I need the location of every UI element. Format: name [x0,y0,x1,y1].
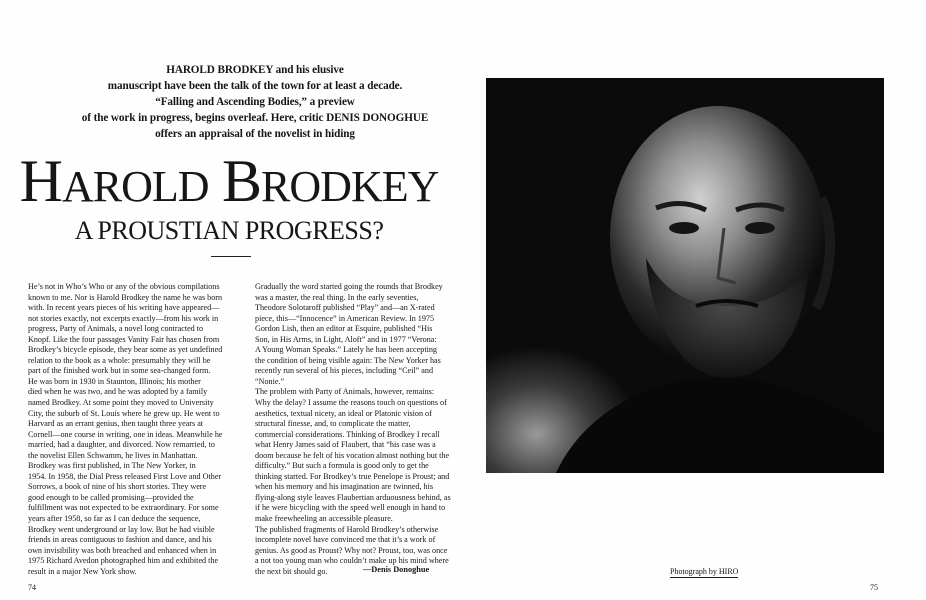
headline-word-arold: AROLD [61,162,209,211]
text-line: 1954. In 1958, the Dial Press released First Love and Other [28,471,222,481]
deck-line: manuscript have been the talk of the town for at least a decade. [107,80,403,92]
text-line: Sorrows, a book of nine of his short stories. They were [28,482,207,492]
text-line: structural finesse, and, to complicate the matter, [255,419,411,429]
text-line: doom because he felt of his vocation almost nothing but the [255,450,450,460]
text-line: known to me. Nor is Harold Brodkey the name he was born [28,292,223,302]
text-line: years after 1958, so far as I can deduce the sequence, [28,514,201,524]
text-line: named Brodkey. At some point they moved to University [28,398,214,408]
headline-initial-h: H [19,148,62,214]
page-number-right: 75 [870,583,878,592]
text-line: married, had a daughter, and divorced. Now remarried, to [28,440,215,450]
text-line: genius. As good as Proust? Why not? Proust, too, was once [255,545,448,555]
text-line: Brodkey’s bicycle episode, they bear some as yet undefined [28,345,223,355]
text-line: a not too young man who couldn’t make up his mind where [255,556,449,566]
text-line: with. In recent years pieces of his writing have appeared— [28,303,220,313]
text-line: progress, Party of Animals, a novel long contracted to [28,324,204,334]
byline-signature: —Denis Donoghue [363,565,430,574]
text-line: flying-along style leaves Flaubertian arduousness behind, as [255,492,451,502]
text-line: Cornell—one course in writing, one in ideas. Meanwhile he [28,429,223,439]
text-line: commercial considerations. Thinking of Brodkey I recall [255,429,440,439]
text-line: friends in areas contiguous to fashion and dance, and his [28,535,212,545]
page-number-left: 74 [28,583,36,592]
text-line: part of the finished work but in some sea-changed form. [28,366,211,376]
headline [0,150,458,218]
text-line: 1975 Richard Avedon photographed him and exhibited the [28,556,219,566]
text-line: Brodkey went underground or lay low. But he had visible [28,524,215,534]
text-line: “Nonie.” [255,376,285,386]
text-line: make freewheeling an accessible pleasure. [255,514,393,524]
text-line: City, the suburb of St. Louis where he grew up. He went to [28,408,220,418]
text-line: if he were bicycling with the speed well enough in hand to [255,503,446,513]
text-line: difficulty.” But such a formula is good only to get the [255,461,429,471]
text-line: own invisibility was both breached and enhanced when in [28,545,217,555]
text-line: relation to the book as a whole: presumably they will be [28,355,211,365]
article-column-left [28,282,228,577]
text-line: result in a major New York show. [28,566,137,576]
article-column-right [255,282,455,577]
text-line: A Young Woman Speaks.” Lately he has been accepting [255,345,437,355]
text-line: The published fragments of Harold Brodkey’s otherwise [255,524,439,534]
text-line: the next bit should go. [255,566,328,576]
portrait-image [486,78,884,473]
text-line: died when he was two, and he was adopted by a family [28,387,208,397]
text-line: what Henry James said of Flaubert, that “his case was a [255,440,436,450]
text-line: Knopf. Like the four passages Vanity Fair has chosen from [28,334,220,344]
text-line: Brodkey was first published, in The New Yorker, in [28,461,196,471]
deck-line: offers an appraisal of the novelist in hiding [155,128,355,140]
text-line: not stories exactly, not excerpts exactly—from his work in [28,313,219,323]
text-line: Theodore Solotaroff published “Play” and—an X-rated [255,303,435,313]
text-line: thinking started. For Brodkey’s true Penelope is Proust; and [255,471,450,481]
deck-line: HAROLD BRODKEY and his elusive [166,64,344,76]
text-line: The problem with Party of Animals, however, remains: [255,387,435,397]
deck [50,62,460,142]
text-line: the novelist Ellen Schwamm, he lives in Manhattan. [28,450,198,460]
text-line: Son, in His Arms, in Light, Aloft” and in 1977 “Verona: [255,334,437,344]
text-line: incomplete novel have convinced me that it’s a work of [255,535,436,545]
text-line: He was born in 1930 in Staunton, Illinois; his mother [28,376,201,386]
text-line: when his memory and his imagination are twinned, his [255,482,434,492]
title-rule [211,256,251,257]
text-line: good enough to be called promising—provided the [28,492,194,502]
subtitle: A PROUSTIAN PROGRESS? [74,216,384,245]
text-line: fulfillment was not expected to be extraordinary. For some [28,503,219,513]
text-line: He’s not in Who’s Who or any of the obvious compilations [28,282,220,291]
text-line: Why the delay? I assume the reasons touch on questions of [255,398,447,408]
text-line: Gradually the word started going the rounds that Brodkey [255,282,443,291]
headline-word-rodkey: RODKEY [261,162,439,211]
text-line: recently run several of his pieces, including “Ceil” and [255,366,434,376]
text-line: was a master, the real thing. In the early seventies, [255,292,419,302]
text-line: the condition of being visible again: The New Yorker has [255,355,441,365]
text-line: Gordon Lish, then an editor at Esquire, published “His [255,324,433,334]
portrait-photo [486,78,884,473]
text-line: Harvard as an errant genius, then taught three years at [28,419,204,429]
headline-initial-b: B [222,148,262,214]
deck-line: of the work in progress, begins overleaf. Here, critic DENIS DONOGHUE [81,112,429,124]
photo-credit: Photograph by HIRO [670,567,739,576]
text-line: piece, this—“Innocence” in American Review. In 1975 [255,313,435,323]
text-line: aesthetics, textual nicety, an ideal or Platonic vision of [255,408,432,418]
deck-line: “Falling and Ascending Bodies,” a preview [155,96,355,108]
